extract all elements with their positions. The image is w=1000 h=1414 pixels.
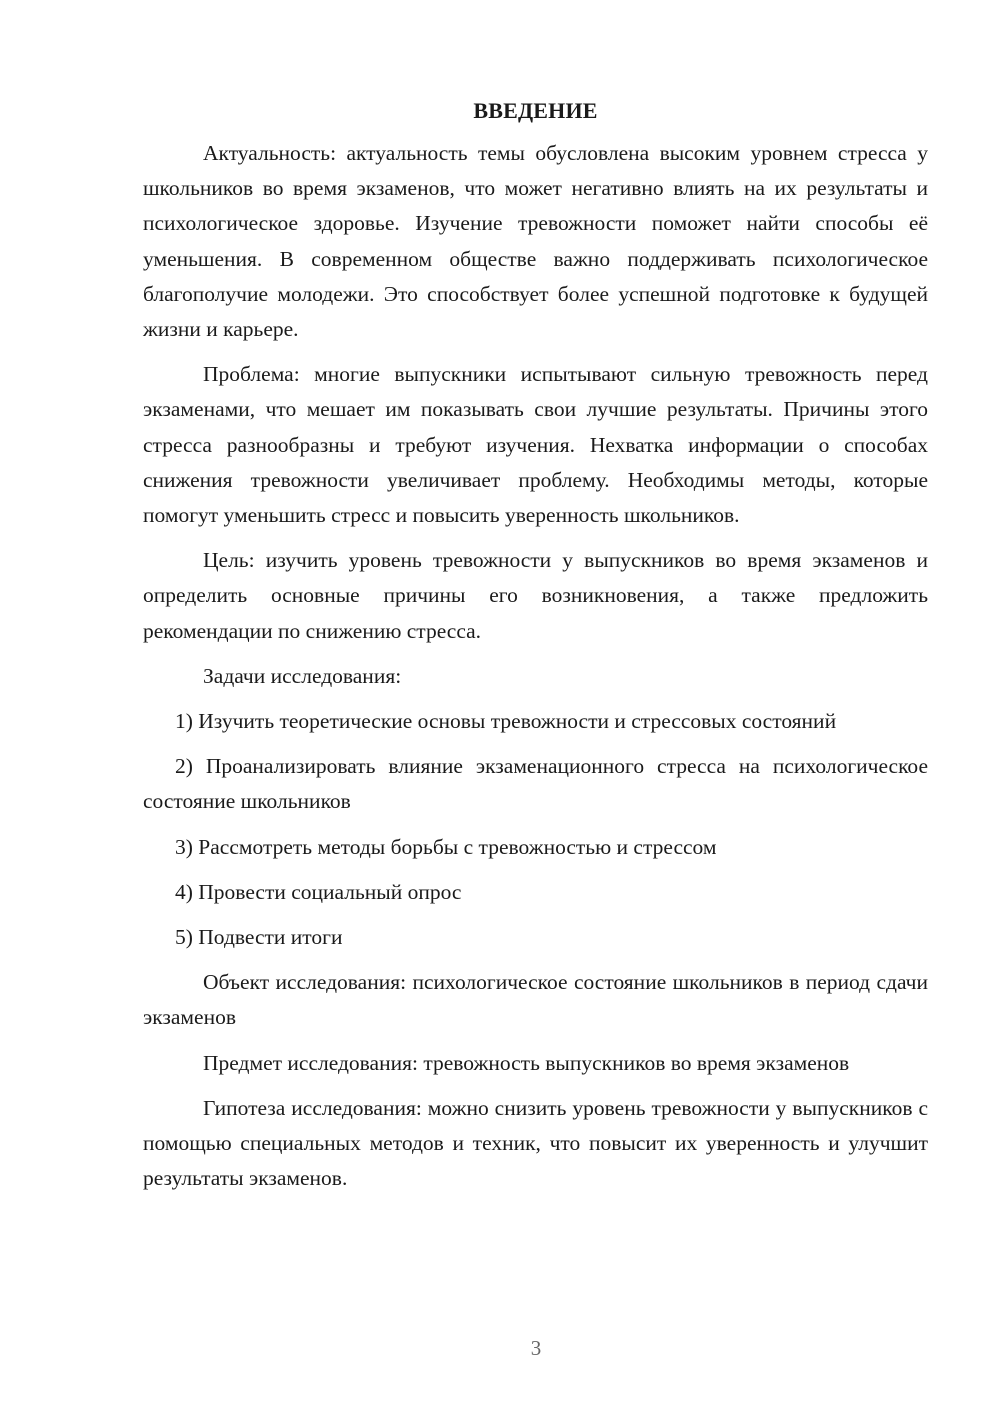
task-item-4: 4) Провести социальный опрос [175,879,462,904]
task-item-3: 3) Рассмотреть методы борьбы с тревожностью и стрессом [175,834,717,859]
task-item-5: 5) Подвести итоги [175,925,343,950]
paragraph-subject: Предмет исследования: тревожность выпускников во время экзаменов [203,1050,850,1075]
tasks-heading: Задачи исследования: [203,663,402,688]
paragraph-goal: Цель: изучить уровень тревожности у выпускников во время экзаменов и определить основные причины его возникновения, а также предложить рекомендации по снижению стресса. [143,548,928,643]
paragraph-relevance: Актуальность: актуальность темы обусловлена высоким уровнем стресса у школьников во время экзаменов, что может негативно влиять на их результаты и психологическое здоровье. Изучение тревожности поможет найти способы её уменьшения. В современном обществе важно поддерживать психологическое благополучие молодежи. Это способствует более успешной подготовке к будущей жизни и карьере. [143,141,928,342]
paragraph-hypothesis: Гипотеза исследования: можно снизить уровень тревожности у выпускников с помощью специальных методов и техник, что повысит их уверенность и улучшит результаты экзаменов. [143,1095,928,1191]
task-item-1: 1) Изучить теоретические основы тревожности и стрессовых состояний [175,709,837,734]
page-title: ВВЕДЕНИЕ [473,98,598,123]
task-item-2: 2) Проанализировать влияние экзаменационного стресса на психологическое состояние школьников [143,754,928,814]
page-number: 3 [530,1336,542,1360]
document-page [143,96,928,1206]
paragraph-problem: Проблема: многие выпускники испытывают сильную тревожность перед экзаменами, что мешает им показывать свои лучшие результаты. Причины этого стресса разнообразны и требуют изучения. Нехватка информации о способах снижения тревожности увеличивает проблему. Необходимы методы, которые помогут уменьшить стресс и повысить уверенность школьников. [143,362,928,528]
paragraph-object: Объект исследования: психологическое состояние школьников в период сдачи экзаменов [143,970,928,1030]
